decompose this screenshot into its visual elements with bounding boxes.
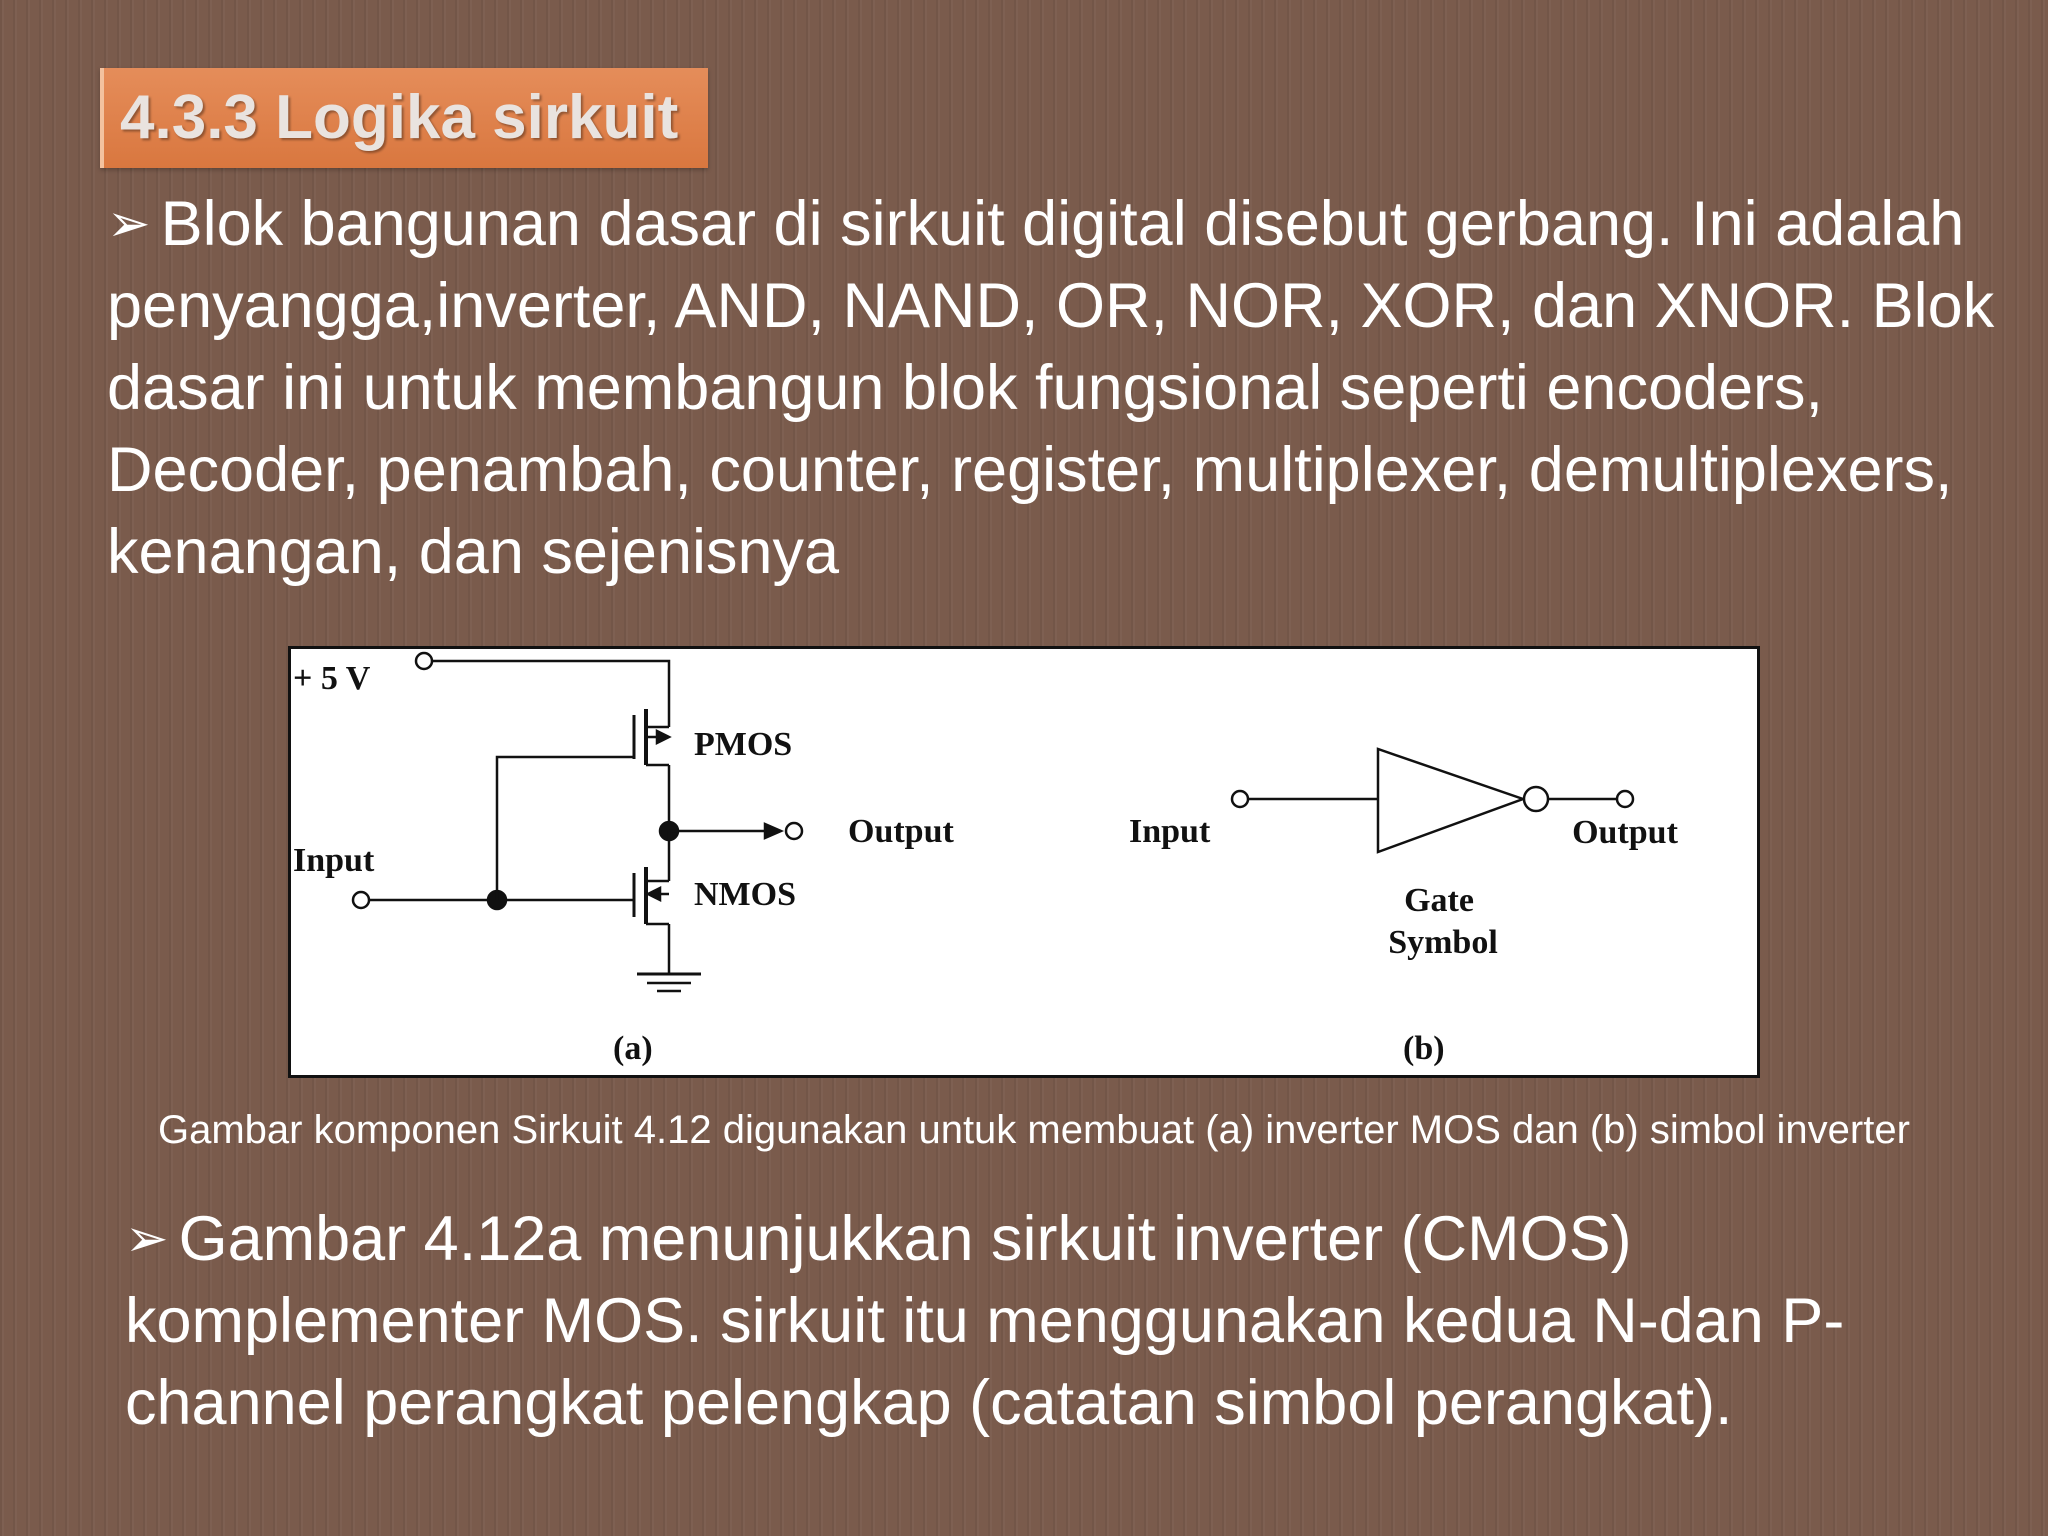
input-label-b: Input <box>1129 813 1211 850</box>
supply-label: + 5 V <box>293 660 371 697</box>
paragraph-cmos <box>125 1198 2005 1444</box>
pmos-label: PMOS <box>694 726 793 763</box>
pmos-arrow <box>657 731 669 743</box>
paragraph-gates-text: Blok bangunan dasar di sirkuit digital disebut gerbang. Ini adalah penyangga,inverter, AND, NAND, OR, NOR, XOR, dan XNOR. Blok dasar ini untuk membangun blok fungsional seperti encoders, Decoder, penambah, counter, register, multiplexer, demultiplexers, kenangan, dan sejenisnya <box>107 189 1995 587</box>
output-label-a: Output <box>848 813 954 850</box>
panel-label-a: (a) <box>613 1030 653 1067</box>
cmos-circuit-diagram <box>353 653 802 991</box>
supply-terminal <box>416 653 432 669</box>
paragraph-cmos-text: Gambar 4.12a menunjukkan sirkuit inverter (CMOS) komplementer MOS. sirkuit itu menggunakan kedua N-dan P-channel perangkat pelengkap (catatan simbol perangkat). <box>125 1204 1845 1438</box>
panel-label-b: (b) <box>1403 1030 1445 1067</box>
slide-title: 4.3.3 Logika sirkuit <box>120 83 679 152</box>
ground-symbol <box>637 974 701 991</box>
figure-caption: Gambar komponen Sirkuit 4.12 digunakan untuk membuat (a) inverter MOS dan (b) simbol inverter <box>158 1108 1910 1152</box>
arrow-bullet-icon: ➢ <box>125 1209 169 1269</box>
input-terminal-b <box>1232 791 1248 807</box>
gate-label-line1: Gate <box>1404 882 1474 919</box>
output-terminal-a <box>786 823 802 839</box>
output-label-b: Output <box>1572 814 1678 851</box>
nmos-label: NMOS <box>694 876 796 913</box>
arrow-bullet-icon: ➢ <box>107 194 151 254</box>
input-label-a: Input <box>293 842 375 879</box>
inversion-bubble <box>1524 787 1548 811</box>
nmos-arrow <box>648 888 660 900</box>
input-terminal-a <box>353 892 369 908</box>
gate-label-line2: Symbol <box>1388 924 1498 961</box>
buffer-triangle <box>1378 749 1523 852</box>
inverter-figure <box>288 646 1760 1078</box>
paragraph-gates <box>107 183 2007 593</box>
output-terminal-b <box>1617 791 1633 807</box>
